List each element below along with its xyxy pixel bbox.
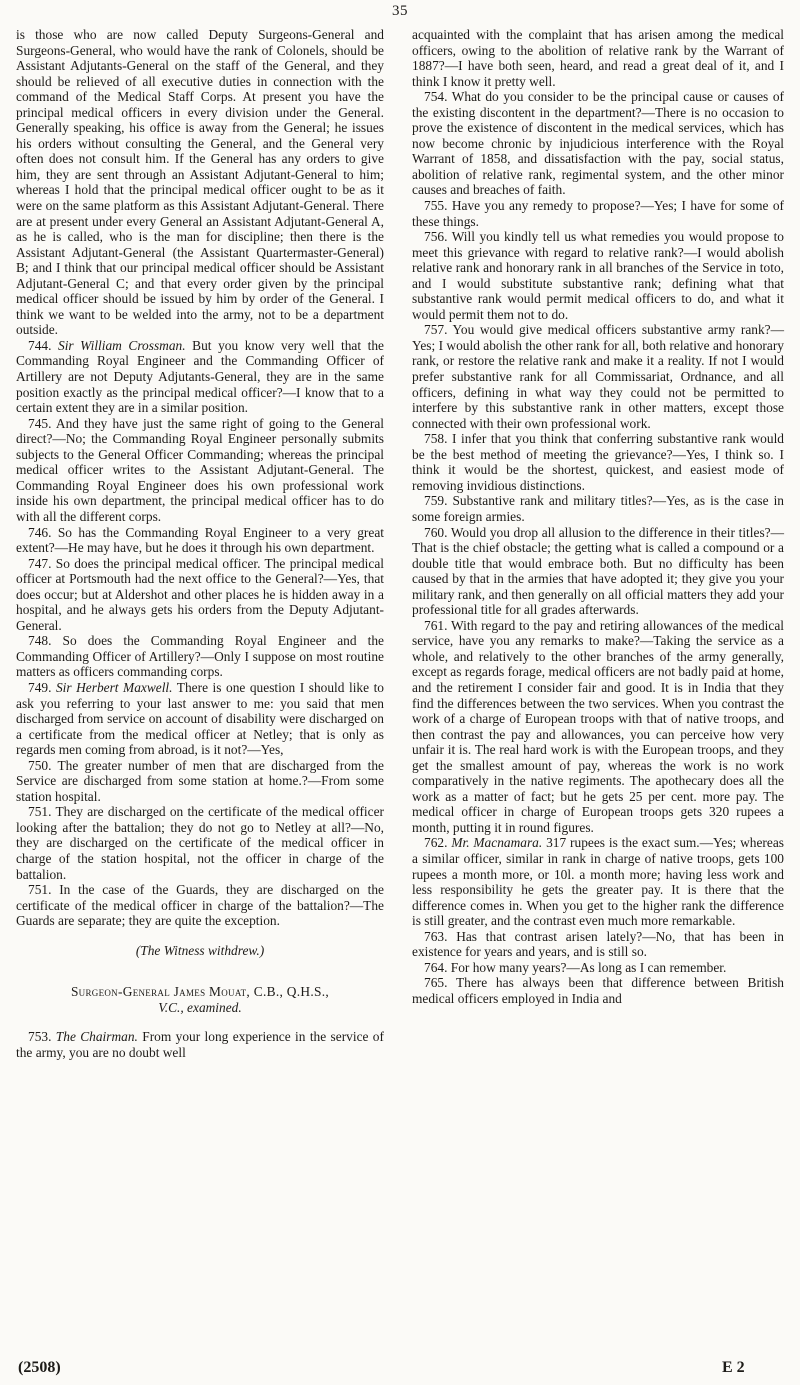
page-number: 35: [392, 3, 408, 19]
question-764: 764. For how many years?—As long as I can remember.: [424, 959, 727, 975]
question-763: 763. Has that contrast arisen lately?—No, that has been in existence for years and years, and is still so.: [412, 928, 784, 960]
speaker: Mr. Macnamara.: [451, 835, 543, 851]
question-744: [16, 338, 384, 416]
witness-heading: [16, 984, 384, 1015]
question-text: But you know very well that the Commanding Royal Engineer and the Commanding Officer of Artillery are not Deputy Adjutants-General, they are in the same position exactly as the principal medical officer?—I know that to a certain extent they are in a similar position.: [16, 337, 384, 416]
question-757: 757. You would give medical officers substantive army rank?—Yes; I would abolish the other rank for all, both relative and honorary rank, or restore the relative rank and make it a reality. If not I would prefer substantive rank for all Commissariat, Ordnance, and all officers, defining in what way they could not be permitted to interfere by this substantive rank in other matters, except those connected with their own professional work.: [412, 322, 784, 431]
question-765: 765. There has always been that difference between British medical officers employed in India and: [412, 975, 784, 1006]
question-number: 753.: [28, 1029, 52, 1045]
question-747: 747. So does the principal medical officer. The principal medical officer at Portsmouth had the next office to the General?—Yes, that does occur; but at Aldershot and other places he is hidden away in a hospital, and he always gets his orders from the Deputy Adjutant-General.: [16, 555, 384, 633]
question-758: 758. I infer that you think that conferring substantive rank would be the best method of meeting the grievance?—Yes, I think so. I think it would be the shortest, quickest, and easiest mode of removing invidious distinctions.: [412, 431, 784, 493]
question-number: 762.: [424, 835, 448, 851]
question-759: 759. Substantive rank and military titles?—Yes, as is the case in some foreign armies.: [412, 493, 784, 524]
question-754: 754. What do you consider to be the principal cause or causes of the existing discontent in the department?—There is no occasion to prove the existence of discontent in the medical services, which has now become chronic by injudicious interference with the Royal Warrant of 1858, and dissatisfaction with the pay, social status, abolition of relative rank, regimental system, and the other minor causes and breaches of faith.: [412, 89, 784, 198]
left-column: [16, 27, 384, 1060]
printer-signature: (2508): [18, 1359, 61, 1376]
question-749: [16, 680, 384, 758]
question-751-guards: 751. In the case of the Guards, they are discharged on the certificate of the medical officer in charge of the battalion?—The Guards are separate; they are quite the exception.: [16, 882, 384, 929]
question-number: 749.: [28, 679, 52, 695]
question-760: 760. Would you drop all allusion to the difference in their titles?—That is the chief obstacle; the getting what is called a compound or a double title that would embrace both. But no difficulty has been caused by that in the armies that have adopted it; they give you your military rank, and then generally on all official matters they add your professional title for all grades afterwards.: [412, 524, 784, 618]
question-number: 744.: [28, 337, 52, 353]
right-column: [412, 27, 784, 1006]
question-745: 745. And they have just the same right of going to the General direct?—No; the Commanding Royal Engineer personally submits subjects to the General Officer Commanding; whereas the principal medical officer writes to the Assistant Adjutant-General. The Commanding Royal Engineer does his own professional work inside his own department, the principal medical officer has to do with all the different corps.: [16, 415, 384, 524]
question-746: 746. So has the Commanding Royal Engineer to a very great extent?—He may have, but he does it through his own department.: [16, 524, 384, 556]
question-text: 317 rupees is the exact sum.—Yes; whereas a similar officer, similar in rank in charge of native troops, gets 100 rupees a month more, or 10l. a month more; having less work and less responsibility he gets the greater pay. It is there that the difference comes in. When you get to the higher rank the difference is still greater, and the contrast even much more remarkable.: [412, 835, 784, 929]
question-text: There is one question I should like to ask you referring to your last answer to me: you said that men discharged from service on account of disability were discharged on a certificate from the medical officer at Netley; that is only as regards men coming from abroad, is it not?—Yes,: [16, 679, 384, 758]
question-755: 755. Have you any remedy to propose?—Yes; I have for some of these things.: [412, 198, 784, 229]
question-text: From your long experience in the service of the army, you are no doubt well: [16, 1029, 384, 1060]
paragraph-continued: acquainted with the complaint that has arisen among the medical officers, owing to the abolition of relative rank by the Warrant of 1887?—I have both seen, heard, and read a great deal of it, and I think I know it pretty well.: [412, 27, 784, 89]
question-750: 750. The greater number of men that are discharged from the Service are discharged from some station at home.?—From some station hospital.: [16, 757, 384, 804]
speaker: The Chairman.: [55, 1029, 138, 1045]
speaker: Sir William Crossman.: [58, 337, 186, 353]
signature-mark: E 2: [722, 1359, 745, 1376]
question-756: 756. Will you kindly tell us what remedies you would propose to meet this grievance with regard to relative rank?—I would abolish relative rank and honorary rank in all branches of the Service in toto, and I would substitute substantive rank; defining what that substantive rank would permit medical officers to do, and what it would permit them not to do.: [412, 229, 784, 322]
question-748: 748. So does the Commanding Royal Engineer and the Commanding Officer of Artillery?—Only I suppose on most routine matters as officers commanding corps.: [16, 633, 384, 680]
speaker: Sir Herbert Maxwell.: [55, 679, 173, 695]
witness-suffix: V.C., examined.: [158, 999, 242, 1015]
witness-withdrew: (The Witness withdrew.): [135, 942, 265, 958]
question-762: [412, 835, 784, 928]
question-751: 751. They are discharged on the certificate of the medical officer looking after the battalion; they do not go to Netley at all?—No, they are discharged on the certificate of the medical officer in charge of the station hospital, not the officer in charge of the battalion.: [16, 804, 384, 882]
question-761: 761. With regard to the pay and retiring allowances of the medical service, have you any remarks to make?—Taking the service as a whole, and relatively to the other branches of the army generally, except as regards forage, medical officers are not badly paid at home, and the retirement I consider fair and good. It is in India that they find the differences between the two services. When you contrast the work of a charge of European troops with that of native troops, and then contrast the pay and allowances, you can perceive how very unfair it is. The real hard work is with the European troops, and they get the smallest amount of pay, whereas the work is no work comparatively in the native regiments. The apothecary does all the work as a matter of fact; but he gets 25 per cent. more pay. The medical officer in charge of European troops gets 320 rupees a month, putting it in round figures.: [412, 617, 784, 835]
paragraph-intro: is those who are now called Deputy Surgeons-General and Surgeons-General, who would have the rank of Colonels, should be Assistant Adjutants-General on the staff of the General, and they should be relieved of all executive duties in connection with the command of the Medical Staff Corps. At present you have the principal medical officers in every division under the General. Generally speaking, his office is away from the General; he issues his orders without consulting the General, and the General very often does not consult him. If the General has any orders to give him, they are sent through an Assistant Adjutant-General to him; whereas I hold that the principal medical officer ought to be as it were on the same platform as this Assistant Adjutant-General. There are at present under every General an Assistant Adjutant-General A, as he is called, who is the man for discipline; then there is the Assistant Adjutant-General (the Assistant Quartermaster-General) B; and I think that our principal medical officer should be Assistant Adjutant-General C; and that every order given by the principal medical officer should be issued by him by order of the General. I think we want to be welded into the army, not to be a department outside.: [16, 27, 384, 338]
question-753: [16, 1029, 384, 1060]
witness-name: Surgeon-General James Mouat, C.B., Q.H.S.,: [70, 984, 330, 1000]
